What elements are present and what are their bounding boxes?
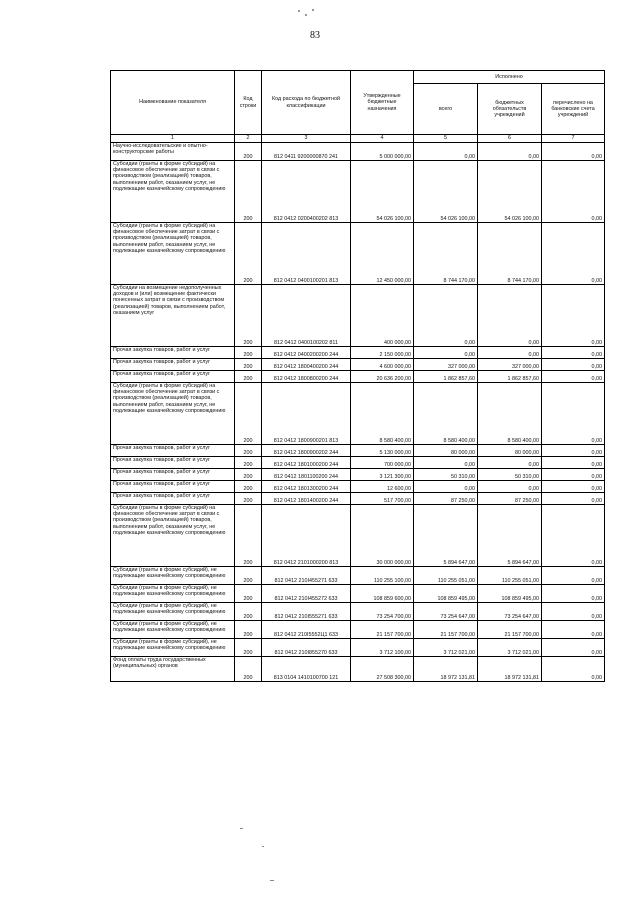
table-row [111,505,605,567]
row-classification: 812 0412 1801000200 244 [262,457,351,469]
row-line-code: 200 [235,621,262,639]
row-transferred: 0,00 [542,445,605,457]
row-classification: 812 0412 2101000200 813 [262,505,351,567]
header-total: всего [414,84,478,135]
row-name: Прочая закупка товаров, работ и услуг [111,457,235,469]
header-name: Наименование показателя [111,71,235,135]
row-transferred: 0,00 [542,621,605,639]
scan-speck [305,14,307,16]
row-executed-obligations: 3 712 021,00 [478,639,542,657]
row-name: Субсидии (гранты в форме субсидий), не подлежащие казначейскому сопровождению [111,603,235,621]
row-classification: 812 0411 9200000870 241 [262,143,351,161]
row-name: Прочая закупка товаров, работ и услуг [111,469,235,481]
scan-speck [312,9,314,11]
row-executed-total: 0,00 [414,285,478,347]
row-executed-total: 5 894 647,00 [414,505,478,567]
row-transferred: 0,00 [542,657,605,682]
table-row [111,445,605,457]
table-row [111,347,605,359]
column-number: 2 [235,135,262,143]
row-transferred: 0,00 [542,285,605,347]
row-line-code: 200 [235,347,262,359]
row-line-code: 200 [235,445,262,457]
row-executed-total: 50 310,00 [414,469,478,481]
table-row [111,585,605,603]
table-row [111,143,605,161]
row-approved: 5 130 000,00 [351,445,414,457]
table-row [111,639,605,657]
column-number: 7 [542,135,605,143]
row-classification: 812 0412 210I455271 633 [262,567,351,585]
header-classification: Код расхода по бюджетной классификации [262,71,351,135]
row-transferred: 0,00 [542,223,605,285]
table-row [111,657,605,682]
page-number: 83 [310,30,320,41]
scan-speck [298,10,300,12]
row-executed-obligations: 1 862 857,60 [478,371,542,383]
row-approved: 12 450 000,00 [351,223,414,285]
column-number: 1 [111,135,235,143]
table-row [111,481,605,493]
table-row [111,371,605,383]
row-executed-total: 110 255 051,00 [414,567,478,585]
scan-speck [240,828,243,829]
row-transferred: 0,00 [542,383,605,445]
table-row [111,493,605,505]
row-executed-total: 1 862 857,60 [414,371,478,383]
row-executed-obligations: 8 744 170,00 [478,223,542,285]
row-classification: 812 0412 210I555271 633 [262,603,351,621]
row-classification: 812 0412 1801400200 244 [262,493,351,505]
row-name: Прочая закупка товаров, работ и услуг [111,359,235,371]
row-executed-obligations: 8 580 400,00 [478,383,542,445]
row-classification: 812 0412 1800400200 244 [262,359,351,371]
table-row [111,603,605,621]
row-line-code: 200 [235,603,262,621]
row-classification: 812 0412 210I5552Ц1 633 [262,621,351,639]
row-line-code: 200 [235,223,262,285]
row-name: Прочая закупка товаров, работ и услуг [111,371,235,383]
header-executed: Исполнено [414,71,605,84]
row-executed-obligations: 0,00 [478,347,542,359]
row-approved: 108 859 600,00 [351,585,414,603]
row-approved: 21 157 700,00 [351,621,414,639]
row-name: Прочая закупка товаров, работ и услуг [111,347,235,359]
row-name: Прочая закупка товаров, работ и услуг [111,493,235,505]
row-name: Научно-исследовательские и опытно-конструкторские работы [111,143,235,161]
row-executed-total: 54 026 100,00 [414,161,478,223]
row-line-code: 200 [235,359,262,371]
row-classification: 812 0412 1801100200 244 [262,469,351,481]
row-name: Субсидии (гранты в форме субсидий), не подлежащие казначейскому сопровождению [111,639,235,657]
header-approved: Утвержденные бюджетные назначения [351,71,414,135]
header-line-code: Код строки [235,71,262,135]
row-transferred: 0,00 [542,161,605,223]
row-transferred: 0,00 [542,639,605,657]
row-executed-obligations: 110 255 051,00 [478,567,542,585]
row-line-code: 200 [235,639,262,657]
row-name: Субсидии (гранты в форме субсидий) на финансовое обеспечение затрат в связи с производством (реализацией) товаров, выполнением работ, оказанием услуг, не подлежащие казначейскому сопровождению [111,161,235,223]
row-transferred: 0,00 [542,567,605,585]
row-approved: 20 636 200,00 [351,371,414,383]
row-line-code: 200 [235,285,262,347]
row-name: Субсидии на возмещение недополученных доходов и (или) возмещение фактически понесенных затрат в связи с производством (реализацией) товаров, выполнением работ, оказанием услуг [111,285,235,347]
row-line-code: 200 [235,505,262,567]
row-line-code: 200 [235,371,262,383]
row-line-code: 200 [235,143,262,161]
row-name: Фонд оплаты труда государственных (муниципальных) органов [111,657,235,682]
row-transferred: 0,00 [542,469,605,481]
row-approved: 110 255 100,00 [351,567,414,585]
row-approved: 2 150 000,00 [351,347,414,359]
row-approved: 4 600 000,00 [351,359,414,371]
table-row [111,285,605,347]
row-name: Прочая закупка товаров, работ и услуг [111,481,235,493]
row-classification: 812 0412 0400200200 244 [262,347,351,359]
table-row [111,223,605,285]
header-transferred: перечислено на банковские счета учреждений [542,84,605,135]
row-approved: 12 600,00 [351,481,414,493]
row-classification: 812 0412 0200400202 813 [262,161,351,223]
column-number: 5 [414,135,478,143]
row-approved: 8 580 400,00 [351,383,414,445]
column-number: 3 [262,135,351,143]
table-row [111,469,605,481]
row-transferred: 0,00 [542,359,605,371]
row-classification: 812 0412 210I455272 633 [262,585,351,603]
row-approved: 517 700,00 [351,493,414,505]
row-executed-obligations: 73 254 647,00 [478,603,542,621]
row-classification: 813 0104 1410100700 121 [262,657,351,682]
row-approved: 3 712 100,00 [351,639,414,657]
column-number-row [111,135,605,143]
row-executed-total: 0,00 [414,143,478,161]
row-name: Субсидии (гранты в форме субсидий) на финансовое обеспечение затрат в связи с производством (реализацией) товаров, выполнением работ, оказанием услуг, не подлежащие казначейскому сопровождению [111,505,235,567]
row-classification: 812 0412 210I855270 633 [262,639,351,657]
row-classification: 812 0412 1801300200 244 [262,481,351,493]
row-executed-obligations: 18 972 131,81 [478,657,542,682]
row-executed-obligations: 87 250,00 [478,493,542,505]
row-line-code: 200 [235,469,262,481]
row-approved: 73 254 700,00 [351,603,414,621]
row-executed-total: 0,00 [414,457,478,469]
row-executed-total: 87 250,00 [414,493,478,505]
table-row [111,567,605,585]
row-executed-obligations: 327 000,00 [478,359,542,371]
row-executed-total: 73 254 647,00 [414,603,478,621]
scan-speck [262,846,264,847]
row-executed-total: 8 580 400,00 [414,383,478,445]
row-classification: 812 0412 0400100202 811 [262,285,351,347]
row-line-code: 200 [235,657,262,682]
row-executed-total: 8 744 170,00 [414,223,478,285]
row-approved: 5 000 000,00 [351,143,414,161]
row-name: Прочая закупка товаров, работ и услуг [111,445,235,457]
row-line-code: 200 [235,585,262,603]
row-executed-obligations: 80 000,00 [478,445,542,457]
row-transferred: 0,00 [542,347,605,359]
table-row [111,359,605,371]
row-executed-obligations: 21 157 700,00 [478,621,542,639]
row-name: Субсидии (гранты в форме субсидий), не подлежащие казначейскому сопровождению [111,585,235,603]
row-approved: 27 508 300,00 [351,657,414,682]
row-transferred: 0,00 [542,481,605,493]
row-line-code: 200 [235,383,262,445]
table-row [111,457,605,469]
row-executed-obligations: 0,00 [478,457,542,469]
row-classification: 812 0412 1800900202 244 [262,445,351,457]
row-executed-obligations: 50 310,00 [478,469,542,481]
row-executed-total: 0,00 [414,481,478,493]
column-number: 4 [351,135,414,143]
row-name: Субсидии (гранты в форме субсидий), не подлежащие казначейскому сопровождению [111,567,235,585]
row-classification: 812 0412 1800900201 813 [262,383,351,445]
row-executed-obligations: 5 894 647,00 [478,505,542,567]
column-number: 6 [478,135,542,143]
table-row [111,383,605,445]
row-executed-total: 108 859 495,00 [414,585,478,603]
row-executed-total: 18 972 131,81 [414,657,478,682]
row-approved: 30 000 000,00 [351,505,414,567]
row-line-code: 200 [235,493,262,505]
row-executed-total: 21 157 700,00 [414,621,478,639]
row-classification: 812 0412 1800800200 244 [262,371,351,383]
row-line-code: 200 [235,481,262,493]
header-obligations: бюджетных обязательств учреждений [478,84,542,135]
row-transferred: 0,00 [542,493,605,505]
budget-execution-table [110,70,605,682]
row-line-code: 200 [235,161,262,223]
row-executed-total: 3 712 021,00 [414,639,478,657]
table-row [111,161,605,223]
row-approved: 400 000,00 [351,285,414,347]
row-approved: 54 026 100,00 [351,161,414,223]
row-executed-obligations: 54 026 100,00 [478,161,542,223]
row-line-code: 200 [235,457,262,469]
row-executed-total: 327 000,00 [414,359,478,371]
row-transferred: 0,00 [542,585,605,603]
row-approved: 3 121 300,00 [351,469,414,481]
row-transferred: 0,00 [542,371,605,383]
row-executed-obligations: 0,00 [478,285,542,347]
table-row [111,621,605,639]
row-line-code: 200 [235,567,262,585]
row-executed-obligations: 0,00 [478,143,542,161]
row-name: Субсидии (гранты в форме субсидий), не подлежащие казначейскому сопровождению [111,621,235,639]
row-transferred: 0,00 [542,505,605,567]
row-name: Субсидии (гранты в форме субсидий) на финансовое обеспечение затрат в связи с производством (реализацией) товаров, выполнением работ, оказанием услуг, не подлежащие казначейскому сопровождению [111,383,235,445]
row-approved: 700 000,00 [351,457,414,469]
row-transferred: 0,00 [542,603,605,621]
row-executed-total: 80 000,00 [414,445,478,457]
table-body [111,143,605,682]
row-executed-obligations: 0,00 [478,481,542,493]
scan-speck [270,880,274,881]
row-transferred: 0,00 [542,143,605,161]
row-transferred: 0,00 [542,457,605,469]
row-classification: 812 0412 0400100201 813 [262,223,351,285]
row-executed-total: 0,00 [414,347,478,359]
row-name: Субсидии (гранты в форме субсидий) на финансовое обеспечение затрат в связи с производством (реализацией) товаров, выполнением работ, оказанием услуг, не подлежащие казначейскому сопровождению [111,223,235,285]
row-executed-obligations: 108 859 495,00 [478,585,542,603]
